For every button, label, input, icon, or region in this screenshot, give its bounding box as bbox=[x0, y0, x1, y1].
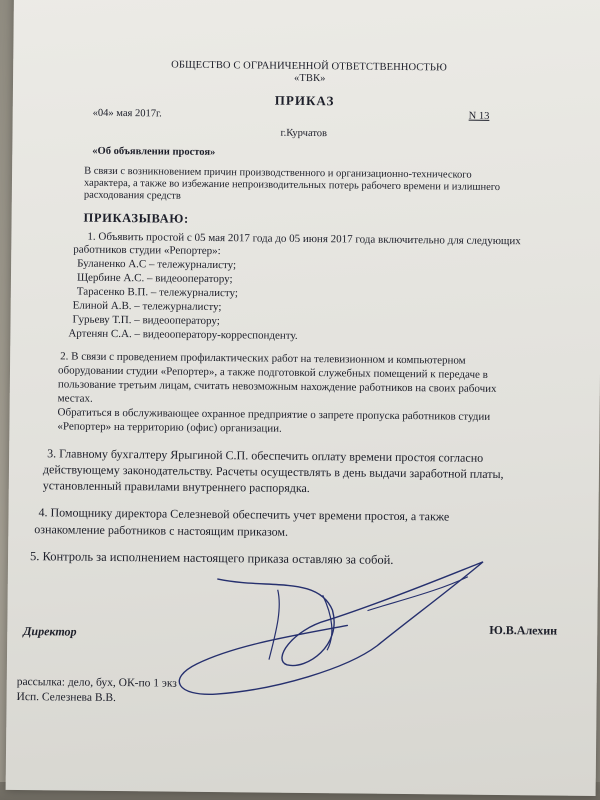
item4-line: ознакомление работников с настоящим приказом. bbox=[34, 522, 289, 539]
employee-list-item: Гурьеву Т.П. – видеооператору; bbox=[72, 313, 220, 328]
item2-line: местах. bbox=[57, 392, 93, 405]
item4-line: 4. Помощнику директора Селезневой обеспечить учет времени простоя, а также bbox=[38, 505, 450, 524]
distribution-list: рассылка: дело, бух, ОК-по 1 экз bbox=[16, 675, 177, 690]
document-sheet bbox=[6, 0, 600, 796]
orders-heading: ПРИКАЗЫВАЮ: bbox=[83, 210, 189, 226]
document-date: «04» мая 2017г. bbox=[92, 107, 162, 120]
item2-line: оборудовании студии «Репортер», а также подготовкой служебных помещений к передаче в bbox=[57, 364, 488, 381]
item2-line: Обратиться в обслуживающее охранное предприятие о запрете пропуска работников студии bbox=[57, 406, 491, 423]
item1-line: 1. Объявить простой с 05 мая 2017 года до 05 июня 2017 года включительно для следующих bbox=[87, 230, 521, 248]
employee-list-item: Буланенко А.С – тележурналисту; bbox=[77, 257, 237, 272]
executor-note: Исп. Селезнева В.В. bbox=[16, 690, 117, 705]
employee-list-item: Артенян С.А. – видеооператору-корреспонденту. bbox=[68, 327, 298, 342]
organization-name: ОБЩЕСТВО С ОГРАНИЧЕННОЙ ОТВЕТСТВЕННОСТЬЮ bbox=[171, 59, 447, 74]
item1-line: работников студии «Репортер»: bbox=[73, 243, 221, 258]
item2-line: 2. В связи с проведением профилактических работ на телевизионном и компьютерном bbox=[60, 350, 466, 367]
item2-line: пользование третьим лицам, считать невозможным нахождение работников на своих рабочих bbox=[57, 378, 497, 395]
signatory-name: Ю.В.Алехин bbox=[489, 622, 558, 638]
item3-line: 3. Главному бухгалтеру Ярыгиной С.П. обеспечить оплату времени простоя согласно bbox=[47, 446, 484, 465]
document-title: ПРИКАЗ bbox=[274, 92, 335, 109]
item3-line: действующему законодательству. Расчеты осуществлять в день выдачи заработной платы, bbox=[42, 462, 504, 482]
employee-list-item: Елиной А.В. – тележурналисту; bbox=[72, 299, 222, 314]
document-city: г.Курчатов bbox=[280, 127, 328, 140]
item2-line: «Репортер» на территорию (офис) организации. bbox=[57, 420, 282, 435]
document-number: N 13 bbox=[468, 110, 490, 122]
signatory-role: Директор bbox=[23, 624, 77, 639]
organization-short-name: «ТВК» bbox=[294, 72, 326, 85]
item5-line: 5. Контроль за исполнением настоящего приказа оставляю за собой. bbox=[29, 549, 394, 567]
document-subject: «Об объявлении простоя» bbox=[92, 145, 216, 159]
preamble-line: характера, а также во избежание непроизводительных потерь рабочего времени и излишнего bbox=[83, 177, 501, 194]
employee-list-item: Тарасенко В.П. – тележурналисту; bbox=[76, 285, 239, 300]
employee-list-item: Щербине А.С. – видеооператору; bbox=[76, 271, 233, 286]
preamble-line: расходования средств bbox=[83, 189, 181, 202]
item3-line: установленный правилами внутреннего распорядка. bbox=[42, 478, 310, 496]
preamble-line: В связи с возникновением причин производственного и организационно-технического bbox=[84, 165, 472, 181]
handwritten-signature bbox=[157, 548, 489, 701]
